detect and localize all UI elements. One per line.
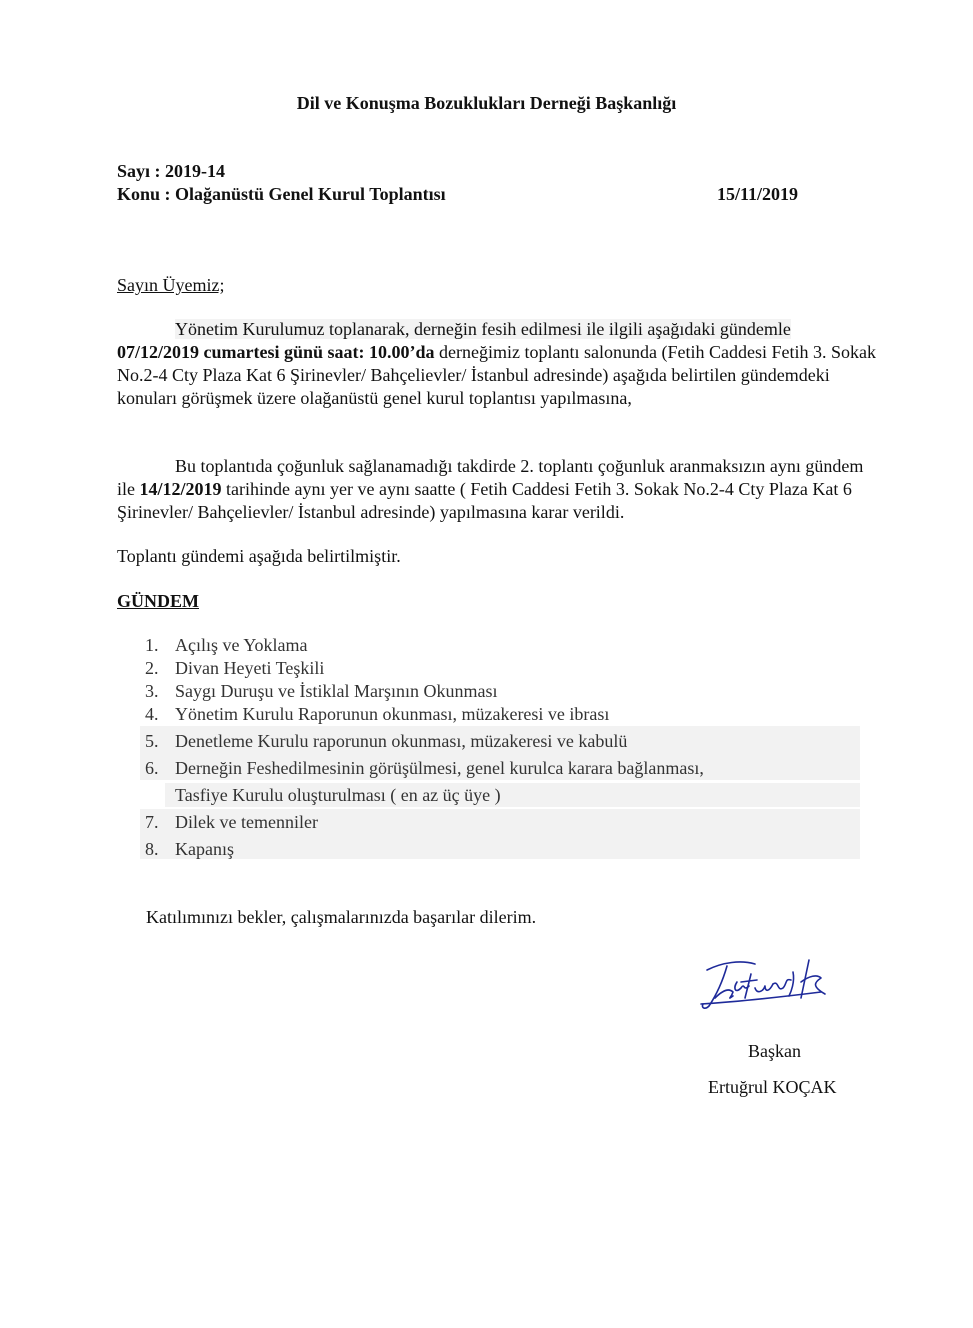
meeting-date-time: 07/12/2019 cumartesi günü saat: 10.00’da [117, 342, 435, 362]
agenda-item-text: Dilek ve temenniler [175, 812, 318, 832]
reference-number: Sayı : 2019-14 [117, 161, 225, 181]
agenda-item-number: 8. [145, 839, 159, 859]
paragraph-second-meeting-body: tarihinde aynı yer ve aynı saatte ( Fetih Caddesi Fetih 3. Sokak No.2-4 Cty Plaza Kat 6 Şirinevler/ Bahçelievler/ İstanbul adresinde) yapılmasına karar verildi. [117, 479, 852, 522]
signatory-title: Başkan [748, 1041, 801, 1061]
agenda-item-text: Yönetim Kurulu Raporunun okunması, müzakeresi ve ibrası [175, 704, 610, 724]
paragraph-agenda-intro: Toplantı gündemi aşağıda belirtilmiştir. [117, 546, 401, 566]
agenda-item-number: 3. [145, 681, 159, 701]
agenda-item-text: Saygı Duruşu ve İstiklal Marşının Okunması [175, 681, 498, 701]
agenda-item-number: 4. [145, 704, 159, 724]
closing-line: Katılımınızı bekler, çalışmalarınızda başarılar dilerim. [146, 907, 537, 927]
paragraph-second-meeting-intro: Bu toplantıda çoğunluk sağlanamadığı takdirde 2. toplantı çoğunluk aranmaksızın aynı gündem ile [117, 456, 864, 499]
agenda-item-number: 7. [145, 812, 159, 832]
agenda-item [145, 731, 627, 752]
second-meeting-date: 14/12/2019 [139, 479, 222, 499]
agenda-item-number: 2. [145, 658, 159, 678]
agenda-item [145, 681, 497, 702]
agenda-item-number: 5. [145, 731, 159, 751]
agenda-item-text: Kapanış [175, 839, 234, 859]
agenda-item-text: Divan Heyeti Teşkili [175, 658, 325, 678]
salutation: Sayın Üyemiz; [117, 275, 225, 295]
document-title: Dil ve Konuşma Bozuklukları Derneği Başkanlığı [296, 93, 677, 113]
agenda-item-text: Denetleme Kurulu raporunun okunması, müzakeresi ve kabulü [175, 731, 628, 751]
paragraph-meeting-notice-intro: Yönetim Kurulumuz toplanarak, derneğin fesih edilmesi ile ilgili aşağıdaki gündemle [175, 319, 791, 339]
signature [693, 952, 833, 1016]
paragraph-meeting-notice-body: derneğimiz toplantı salonunda (Fetih Caddesi Fetih 3. Sokak No.2-4 Cty Plaza Kat 6 Şirinevler/ Bahçelievler/ İstanbul adresinde) aşağıda belirtilen gündemdeki konuları görüşmek üzere olağanüstü genel kurul toplantısı yapılmasına, [117, 342, 876, 408]
agenda-item-text: Açılış ve Yoklama [175, 635, 308, 655]
signature-ink [701, 960, 825, 1008]
agenda-item [145, 839, 234, 860]
paragraph-second-meeting [117, 455, 877, 524]
agenda-item-text: Derneğin Feshedilmesinin görüşülmesi, genel kurulca karara bağlanması, [175, 758, 704, 778]
subject-line: Konu : Olağanüstü Genel Kurul Toplantısı [117, 184, 446, 204]
agenda-item [145, 658, 324, 679]
agenda-heading: GÜNDEM [117, 591, 199, 611]
agenda-item [145, 758, 704, 779]
agenda-item-number: 1. [145, 635, 159, 655]
signatory-name: Ertuğrul KOÇAK [708, 1077, 837, 1097]
agenda-item [145, 812, 318, 833]
agenda-item-number: 6. [145, 758, 159, 778]
agenda-item [145, 704, 609, 725]
agenda-item-continuation: Tasfiye Kurulu oluşturulması ( en az üç üye ) [175, 785, 501, 805]
paragraph-meeting-notice [117, 318, 877, 410]
document-date: 15/11/2019 [717, 184, 799, 204]
agenda-item [145, 635, 308, 656]
